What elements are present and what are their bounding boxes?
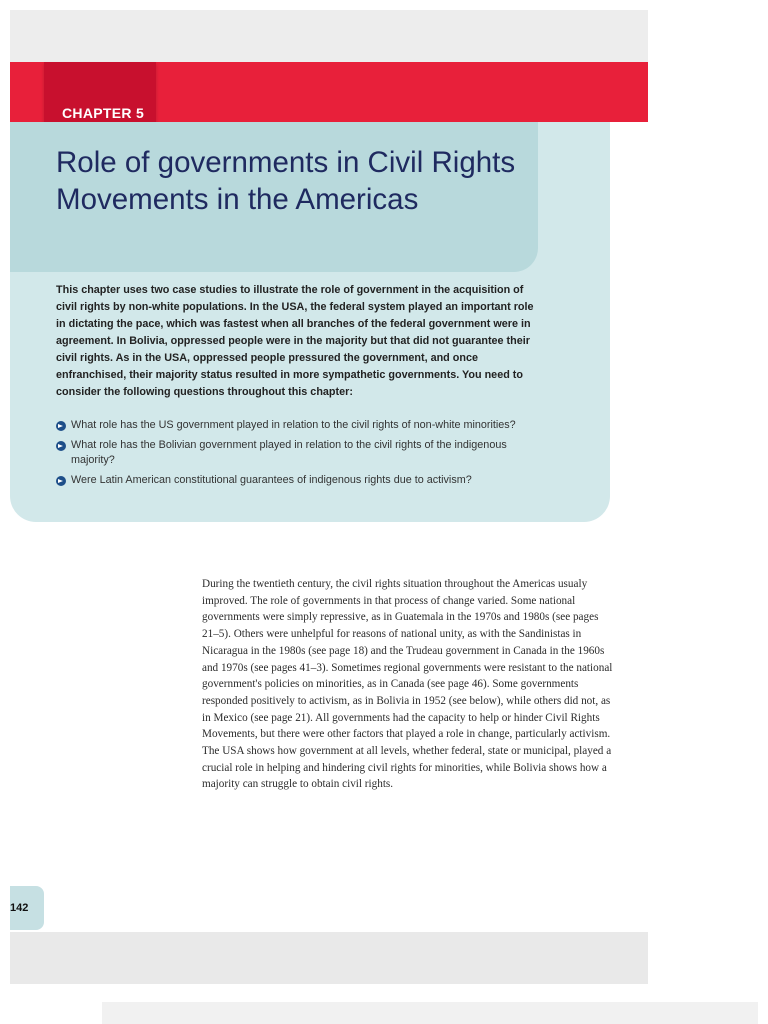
- circle-arrow-bullet-icon: [56, 476, 66, 486]
- key-questions: [56, 418, 526, 493]
- circle-arrow-bullet-icon: [56, 421, 66, 431]
- chapter-intro: This chapter uses two case studies to illustrate the role of government in the acquisition of civil rights by non-white populations. In the USA, the federal system played an important role in dictating the pace, which was fastest when all branches of the federal government were in agreement. In Bolivia, oppressed people were in the majority but that did not guarantee their civil rights. As in the USA, oppressed people pressured the government, and once enfranchised, their majority status resulted in more sympathetic governments. You need to consider the following questions throughout this chapter:: [56, 284, 534, 398]
- circle-arrow-bullet-icon: [56, 441, 66, 451]
- question-text: What role has the US government played in relation to the civil rights of non-white minorities?: [71, 419, 516, 431]
- body-paragraph: During the twentieth century, the civil rights situation throughout the Americas usualy improved. The role of governments in that process of change varied. Some national governments were simply repressive, as in Guatemala in the 1970s and 1980s (see pages 21–5). Others were unhelpful for reasons of national unity, as with the Sandinistas in Nicaragua in the 1980s (see page 18) and the Trudeau government in Canada in the 1960s and 1970s (see pages 41–3). Sometimes regional governments were resistant to the national government's policies on minorities, as in Canada (see page 46). Some governments responded positively to activism, as in Bolivia in 1952 (see below), while others did not, as in Mexico (see page 21). All governments had the capacity to help or hinder Civil Rights Movements, but there were other factors that played a role in change, particularly activism. The USA shows how government at all levels, whether federal, state or municipal, played a crucial role in helping and hindering civil rights for minorities, while Bolivia shows how a majority can struggle to obtain civil rights.: [202, 578, 613, 791]
- question-item: [56, 438, 526, 468]
- chapter-title: Role of governments in Civil Rights Movements in the Americas: [56, 146, 516, 216]
- question-text: What role has the Bolivian government played in relation to the civil rights of the indigenous majority?: [71, 439, 507, 466]
- scan-margin-top: [10, 10, 648, 62]
- scan-strip: [102, 1002, 758, 1024]
- page-number: 142: [10, 902, 29, 914]
- question-text: Were Latin American constitutional guarantees of indigenous rights due to activism?: [71, 474, 472, 486]
- scan-margin-bottom: [10, 932, 648, 984]
- chapter-label: CHAPTER 5: [62, 105, 145, 121]
- question-item: [56, 473, 526, 488]
- question-item: [56, 418, 526, 433]
